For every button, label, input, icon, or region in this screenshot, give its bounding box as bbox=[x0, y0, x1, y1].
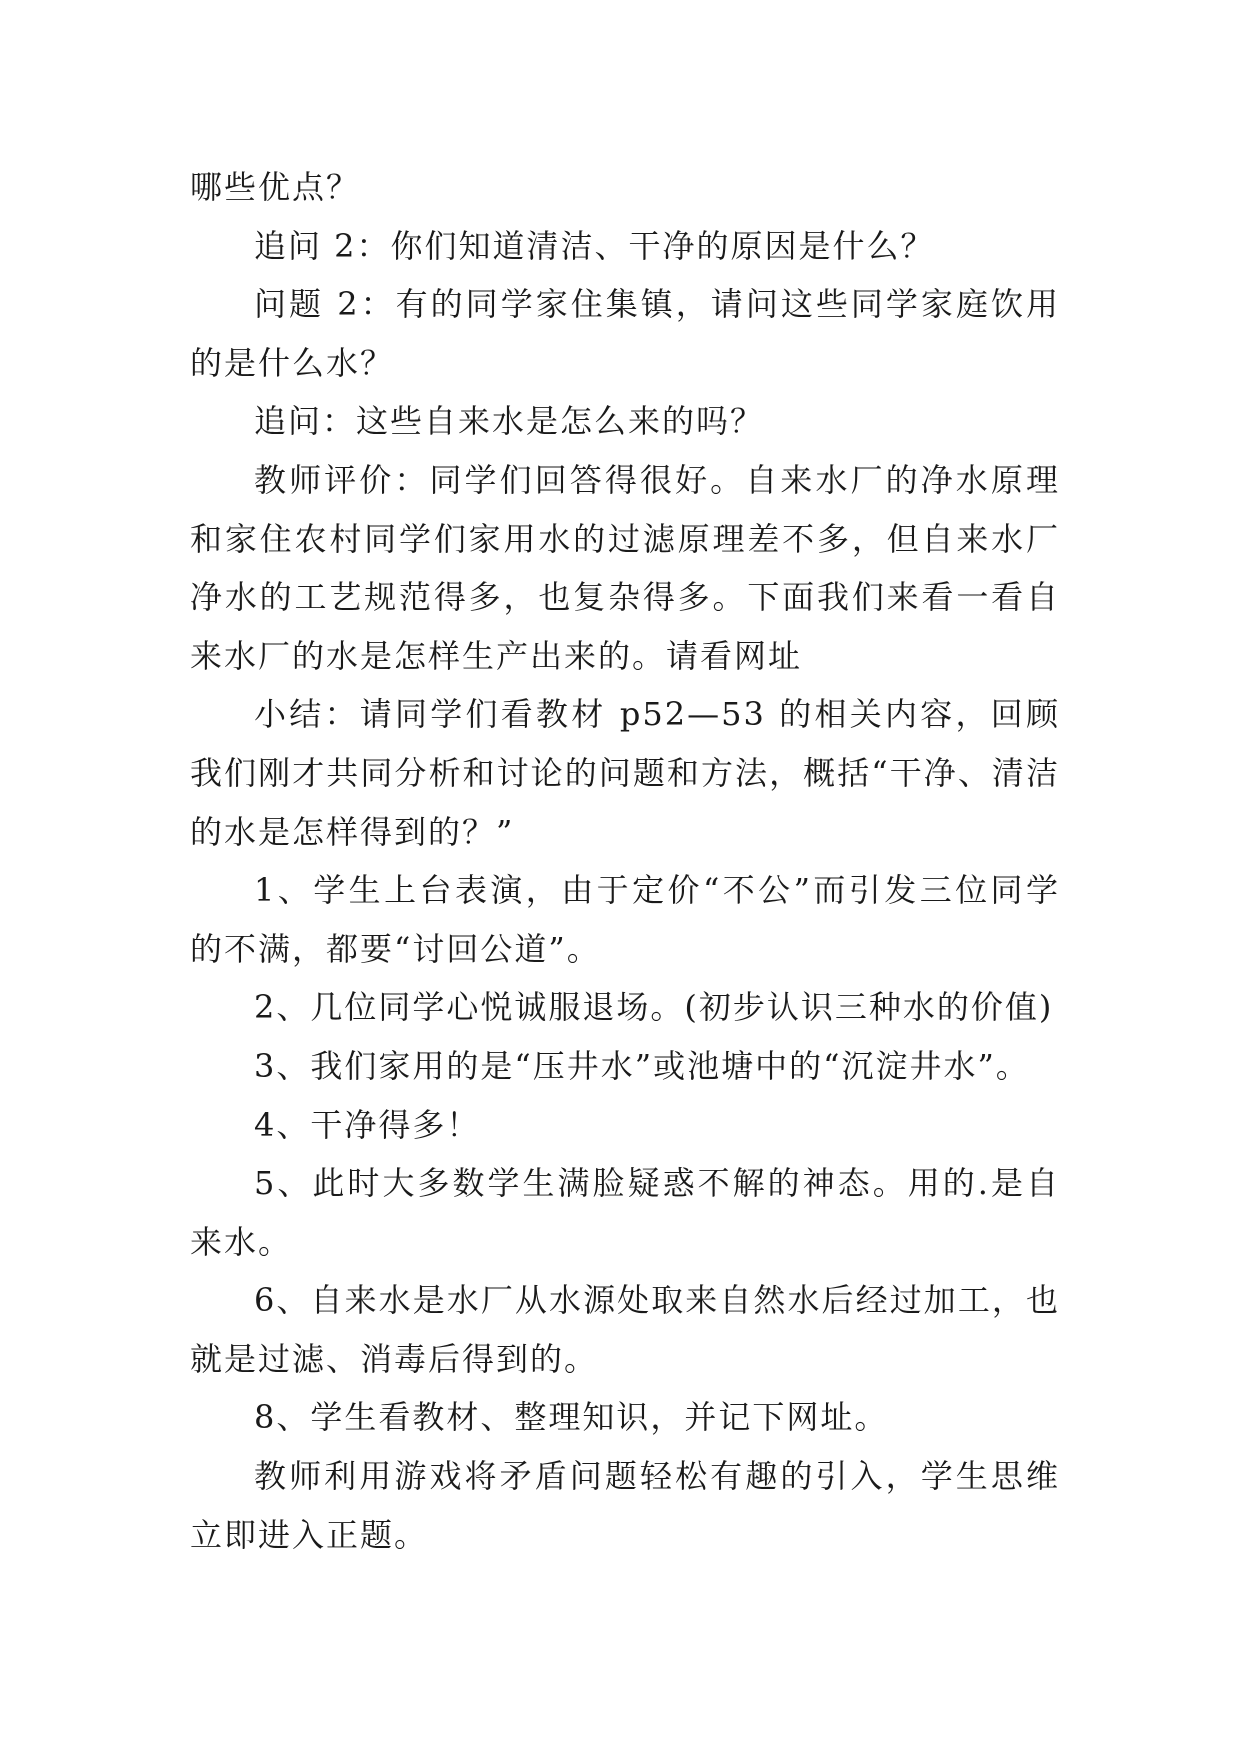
paragraph: 5、此时大多数学生满脸疑惑不解的神态。用的.是自来水。 bbox=[190, 1164, 1060, 1261]
paragraph: 3、我们家用的是“压井水”或池塘中的“沉淀井水”。 bbox=[254, 1046, 1030, 1085]
paragraph: 追问：这些自来水是怎么来的吗？ bbox=[254, 402, 765, 441]
paragraph: 4、干净得多！ bbox=[254, 1105, 481, 1144]
paragraph: 哪些优点？ bbox=[190, 168, 361, 206]
paragraph: 2、几位同学心悦诚服退场。(初步认识三种水的价值) bbox=[254, 988, 1054, 1027]
paragraph: 追问 2：你们知道清洁、干净的原因是什么？ bbox=[254, 226, 935, 265]
document-body bbox=[190, 158, 1060, 1564]
paragraph: 教师评价：同学们回答得很好。自来水厂的净水原理和家住农村同学们家用水的过滤原理差不多，但自来水厂净水的工艺规范得多，也复杂得多。下面我们来看一看自来水厂的水是怎样生产出来的。请看网址 bbox=[190, 460, 1060, 675]
paragraph: 问题 2：有的同学家住集镇，请问这些同学家庭饮用的是什么水？ bbox=[190, 285, 1060, 382]
paragraph: 小结：请同学们看教材 p52—53 的相关内容，回顾我们刚才共同分析和讨论的问题和方法，概括“干净、清洁的水是怎样得到的？” bbox=[190, 695, 1060, 851]
paragraph: 6、自来水是水厂从水源处取来自然水后经过加工，也就是过滤、消毒后得到的。 bbox=[190, 1281, 1060, 1378]
paragraph: 8、学生看教材、整理知识，并记下网址。 bbox=[254, 1398, 889, 1437]
paragraph: 1、学生上台表演，由于定价“不公”而引发三位同学的不满，都要“讨回公道”。 bbox=[190, 871, 1060, 968]
paragraph: 教师利用游戏将矛盾问题轻松有趣的引入，学生思维立即进入正题。 bbox=[190, 1457, 1060, 1554]
